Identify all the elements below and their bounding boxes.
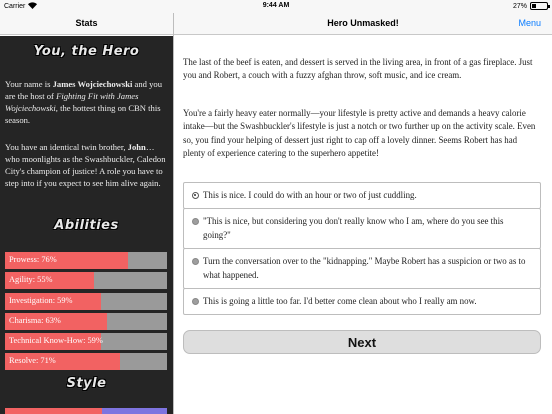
battery-percent: 27%	[512, 2, 527, 10]
choice-option[interactable]	[183, 182, 541, 209]
twin-name: John	[127, 142, 146, 152]
choice-text: This is going a little too far. I'd better come clean about who I really am now.	[203, 296, 477, 307]
choice-text: Turn the conversation over to the "kidnapping." Maybe Robert has a suspicion or two as to what happened.	[203, 256, 526, 280]
bio-text: Your name is	[5, 79, 53, 89]
radio-icon[interactable]	[192, 192, 199, 199]
sidebar-nav-bar	[0, 13, 173, 35]
battery-icon	[530, 2, 548, 10]
bio-text: You have an identical twin brother,	[5, 142, 128, 152]
radio-icon[interactable]	[192, 258, 199, 265]
style-heading: Style	[66, 376, 107, 391]
next-button[interactable]: Next	[183, 330, 541, 354]
stat-bar-charisma	[5, 313, 167, 330]
choice-option[interactable]	[183, 248, 541, 289]
stat-label: Agility: 55%	[9, 275, 53, 285]
abilities-list	[5, 252, 167, 374]
page-title: Hero Unmasked!	[327, 18, 399, 28]
choice-option[interactable]	[183, 288, 541, 315]
style-fill	[5, 408, 102, 414]
stat-label: Prowess: 76%	[9, 255, 57, 264]
abilities-heading: Abilities	[54, 218, 119, 233]
stat-label: Resolve: 71%	[9, 356, 56, 366]
bio-text: and you are the host of	[5, 79, 163, 101]
status-bar	[0, 0, 552, 13]
bio-paragraph-1	[5, 78, 169, 126]
stats-sidebar[interactable]	[0, 36, 173, 414]
story-paragraph-1: The last of the beef is eaten, and dessert is served in the living area, in front of a gas fireplace. Just you and Robert, a couch with a fuzzy afghan throw, soft music, and ice cream.	[183, 57, 533, 81]
choice-option[interactable]	[183, 208, 541, 249]
choice-list	[183, 183, 541, 315]
status-time: 9:44 AM	[262, 2, 290, 9]
stat-label: Charisma: 63%	[9, 315, 61, 325]
hero-heading: You, the Hero	[33, 44, 140, 59]
radio-icon[interactable]	[192, 218, 199, 225]
stat-bar-prowess	[5, 252, 167, 269]
stat-label: Technical Know-How: 59%	[9, 336, 103, 346]
carrier-label: Carrier	[4, 3, 26, 10]
stat-bar-technical-know-how	[5, 333, 167, 350]
bio-paragraph-2	[5, 141, 169, 189]
radio-icon[interactable]	[192, 298, 199, 305]
choice-text: This is nice. I could do with an hour or two of just cuddling.	[203, 190, 417, 200]
bio-text: … who moonlights as the Swashbuckler, Caledon City's champion of justice! A role you have to step into if you expect to see him alive again.	[5, 142, 166, 188]
story-paragraph-2: You're a fairly heavy eater normally—your lifestyle is pretty active and demands a heavy calorie intake—but the Swashbuckler's lifestyle is just a notch or two further up on the activity scale. Even so, you find your helping of dessert just right to cap off a lovely dinner. Seems Robert has had plenty of experience catering to the superhero appetite!	[183, 108, 536, 159]
bio-text: , the hottest thing on CBN this season.	[5, 103, 161, 125]
stat-bar-resolve	[5, 353, 167, 370]
choice-text: "This is nice, but considering you don't really know who I am, where do you see this going?"	[203, 216, 504, 240]
stat-label: Investigation: 59%	[9, 295, 73, 305]
main-nav-bar	[174, 13, 552, 35]
show-name: Fighting Fit with James Wojciechowski	[5, 91, 139, 113]
stat-bar-agility	[5, 272, 167, 289]
menu-button[interactable]: Menu	[518, 18, 541, 28]
style-bar	[5, 408, 167, 414]
hero-name: James Wojciechowski	[52, 79, 133, 89]
status-right	[513, 2, 548, 10]
story-panel[interactable]	[174, 36, 552, 414]
sidebar-title: Stats	[75, 18, 98, 28]
stat-bar-investigation	[5, 293, 167, 310]
